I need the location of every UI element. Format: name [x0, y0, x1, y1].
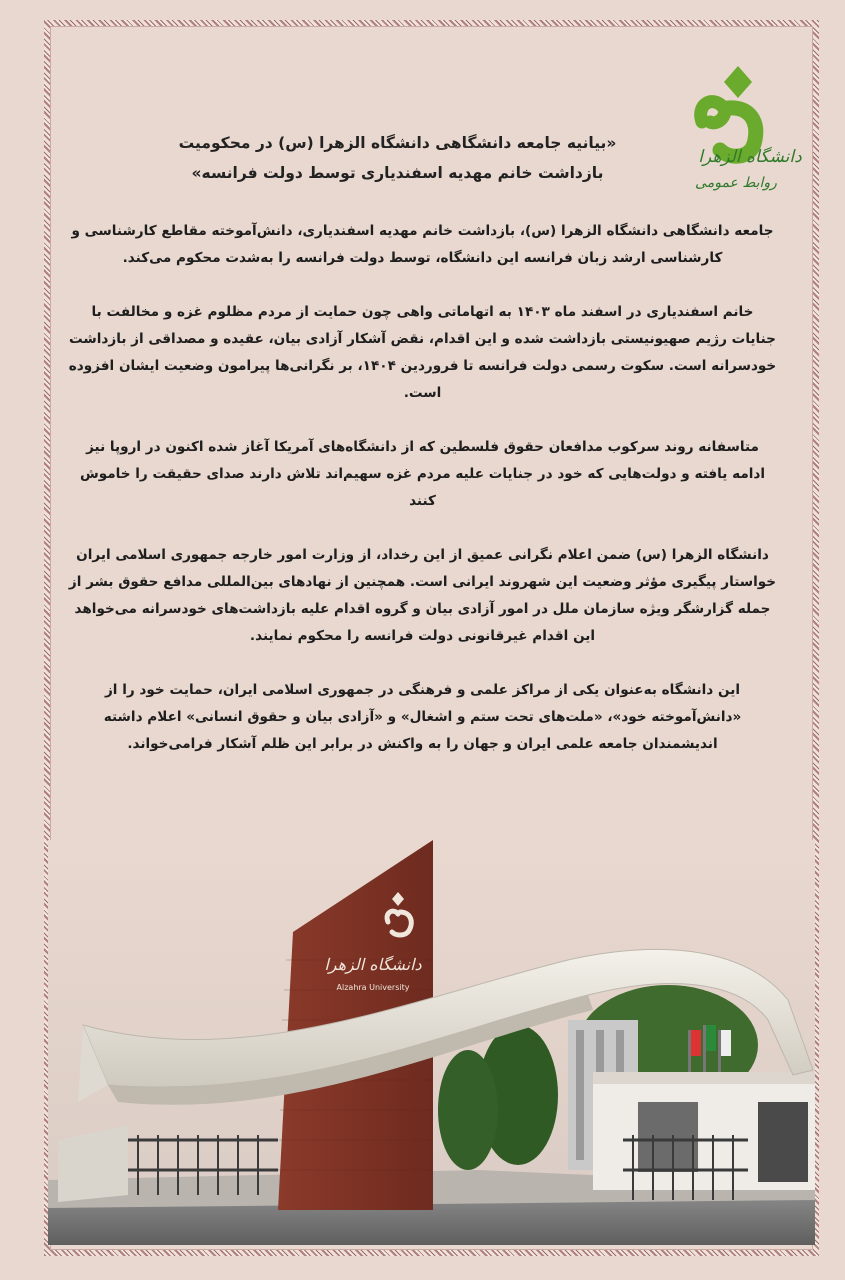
paragraph: متاسفانه روند سرکوب مدافعان حقوق فلسطین که از دانشگاه‌های آمریکا آغاز شده اکنون در اروپا نیز ادامه یافته و دولت‌هایی که خود در جنایات علیه مردم غزه سهیم‌اند تلاش دارند صدای حقیقت را خاموش کنند: [79, 439, 766, 509]
paragraph: جامعه دانشگاهی دانشگاه الزهرا (س)، بازداشت خانم مهدیه اسفندیاری، دانش‌آموخته مقاطع کارشناسی و کارشناسی ارشد زبان فرانسه این دانشگاه، توسط دولت فرانسه را به‌شدت محکوم می‌کند.: [71, 223, 774, 266]
sign-english-name: Alzahra University: [336, 983, 410, 992]
logo-university-name: دانشگاه الزهرا: [698, 147, 802, 167]
sign-university-name: دانشگاه الزهرا: [324, 955, 422, 974]
statement-title: [100, 128, 695, 188]
paragraph: این دانشگاه به‌عنوان یکی از مراکز علمی و فرهنگی در جمهوری اسلامی ایران، حمایت خود را از «دانش‌آموخته خود»، «ملت‌های تحت ستم و اشغال» و «آزادی بیان و حقوق انسانی» اعلام داشته اندیشمندان جامعه علمی ایران و جهان را به واکنش در برابر این ظلم آشکار فرامی‌خواند.: [103, 682, 742, 752]
paragraph: خانم اسفندیاری در اسفند ماه ۱۴۰۳ به اتهاماتی واهی چون حمایت از مردم مظلوم غزه و مخالفت با جنایات رژیم صهیونیستی بازداشت شده و این اقدام، نقض آشکار آزادی بیان، عقیده و مصداقی از بازداشت خودسرانه است. سکوت رسمی دولت فرانسه تا فروردین ۱۴۰۴، بر نگرانی‌ها پیرامون وضعیت ایشان افزوده است.: [68, 304, 777, 401]
title-line-2: بازداشت خانم مهدیه اسفندیاری توسط دولت فرانسه»: [191, 164, 604, 182]
logo-department: روابط عمومی: [695, 175, 777, 191]
logo-mark-icon: [680, 62, 802, 202]
statement-body: [68, 218, 777, 785]
university-logo: [680, 62, 802, 202]
campus-gate-photo: [48, 840, 815, 1245]
title-line-1: «بیانیه جامعه دانشگاهی دانشگاه الزهرا (س) در محکومیت: [178, 134, 617, 152]
paragraph: دانشگاه الزهرا (س) ضمن اعلام نگرانی عمیق از این رخداد، از وزارت امور خارجه جمهوری اسلامی ایران خواستار پیگیری مؤثر وضعیت این شهروند ایرانی است. همچنین از نهادهای بین‌المللی مدافع حقوق بشر از جمله گزارشگر ویژه سازمان ملل در امور آزادی بیان و گروه اقدام علیه بازداشت‌های خودسرانه می‌خواهد این اقدام غیرقانونی دولت فرانسه را محکوم نمایند.: [68, 547, 777, 644]
